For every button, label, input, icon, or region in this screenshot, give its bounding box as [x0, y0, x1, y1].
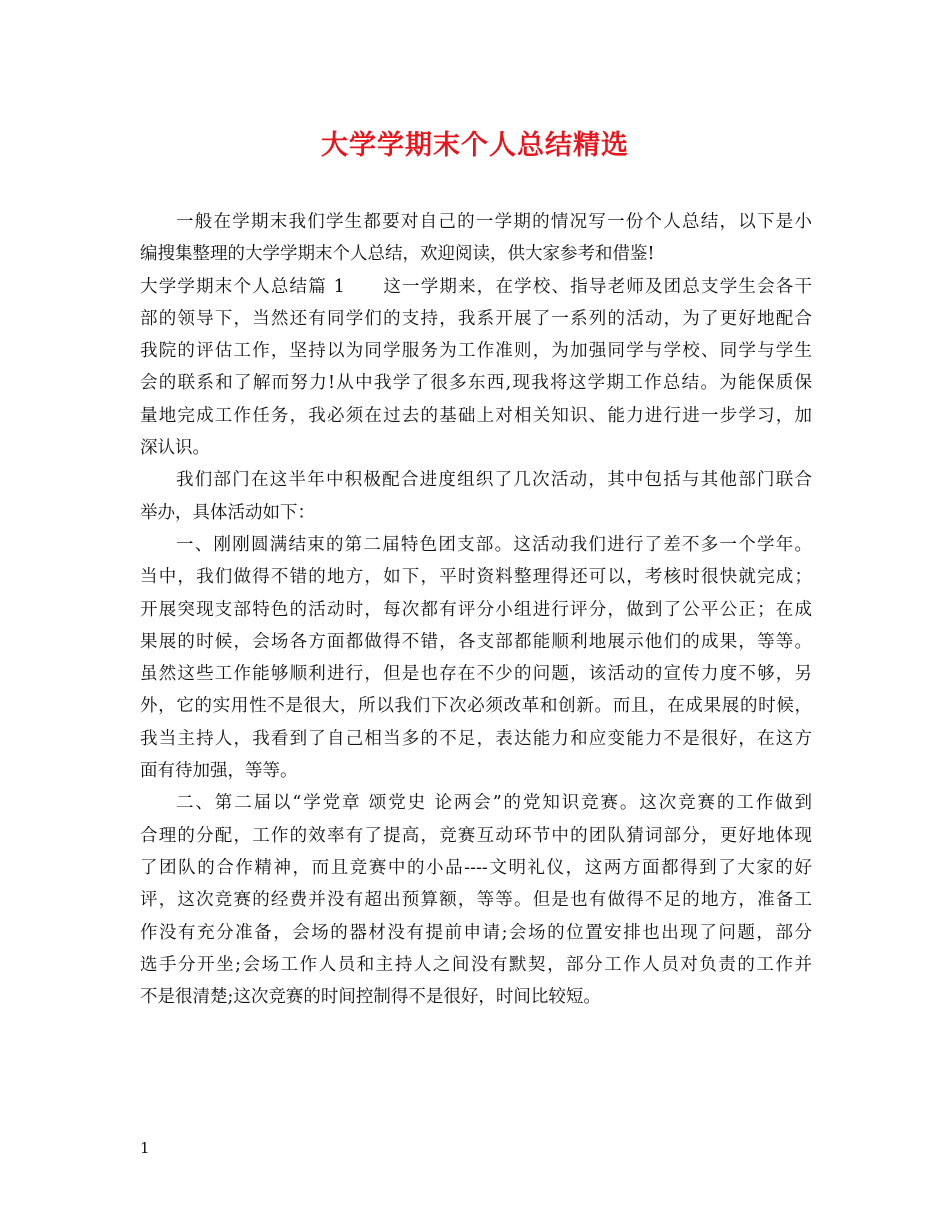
text-line: 评，这次竞赛的经费并没有超出预算额，等等。但是也有做得不足的地方，准备工 — [140, 890, 812, 911]
text-line: 面有待加强，等等。 — [140, 761, 298, 782]
text-line: 我院的评估工作，坚持以为同学服务为工作准则，为加强同学与学校、同学与学生 — [140, 341, 812, 362]
text-line: 虽然这些工作能够顺利进行，但是也存在不少的问题，该活动的宣传力度不够，另 — [140, 664, 812, 685]
text-line: 举办，具体活动如下： — [140, 502, 315, 523]
text-line: 不是很清楚;这次竞赛的时间控制得不是很好，时间比较短。 — [140, 987, 601, 1008]
text-line: 大学学期末个人总结篇 1 这一学期来，在学校、指导老师及团总支学生会各干 — [140, 276, 812, 297]
text-line: 作没有充分准备，会场的器材没有提前申请;会场的位置安排也出现了问题，部分 — [140, 922, 812, 943]
document-title: 大学学期末个人总结精选 — [321, 130, 629, 161]
text-line: 当中，我们做得不错的地方，如下，平时资料整理得还可以，考核时很快就完成； — [140, 567, 812, 588]
page-number: 1 — [140, 1139, 150, 1157]
text-line: 我们部门在这半年中积极配合进度组织了几次活动，其中包括与其他部门联合 — [176, 470, 812, 491]
text-line: 外，它的实用性不是很大，所以我们下次必须改革和创新。而且，在成果展的时候， — [140, 696, 812, 717]
text-line: 量地完成工作任务，我必须在过去的基础上对相关知识、能力进行进一步学习，加 — [140, 405, 812, 426]
text-line: 深认识。 — [140, 438, 210, 459]
text-line: 开展突现支部特色的活动时，每次都有评分小组进行评分，做到了公平公正；在成 — [140, 599, 812, 620]
text-line: 部的领导下，当然还有同学们的支持，我系开展了一系列的活动，为了更好地配合 — [140, 308, 812, 329]
text-line: 会的联系和了解而努力!从中我学了很多东西,现我将这学期工作总结。为能保质保 — [140, 373, 812, 394]
text-line: 了团队的合作精神，而且竞赛中的小品----文明礼仪，这两方面都得到了大家的好 — [140, 857, 812, 878]
text-line: 二、第二届以“学党章 颂党史 论两会”的党知识竞赛。这次竞赛的工作做到 — [176, 793, 812, 814]
text-line: 合理的分配，工作的效率有了提高，竞赛互动环节中的团队猜词部分，更好地体现 — [140, 825, 812, 846]
text-line: 一、刚刚圆满结束的第二届特色团支部。这活动我们进行了差不多一个学年。 — [176, 534, 812, 555]
text-line: 一般在学期末我们学生都要对自己的一学期的情况写一份个人总结，以下是小 — [176, 212, 812, 232]
text-line: 我当主持人，我看到了自己相当多的不足，表达能力和应变能力不是很好，在这方 — [140, 728, 812, 749]
text-line: 编搜集整理的大学学期末个人总结，欢迎阅读，供大家参考和借鉴! — [140, 244, 655, 265]
document-body — [140, 206, 812, 1013]
text-line: 果展的时候，会场各方面都做得不错，各支部都能顺利地展示他们的成果，等等。 — [140, 631, 812, 652]
text-line: 选手分开坐;会场工作人员和主持人之间没有默契，部分工作人员对负责的工作并 — [140, 954, 812, 975]
